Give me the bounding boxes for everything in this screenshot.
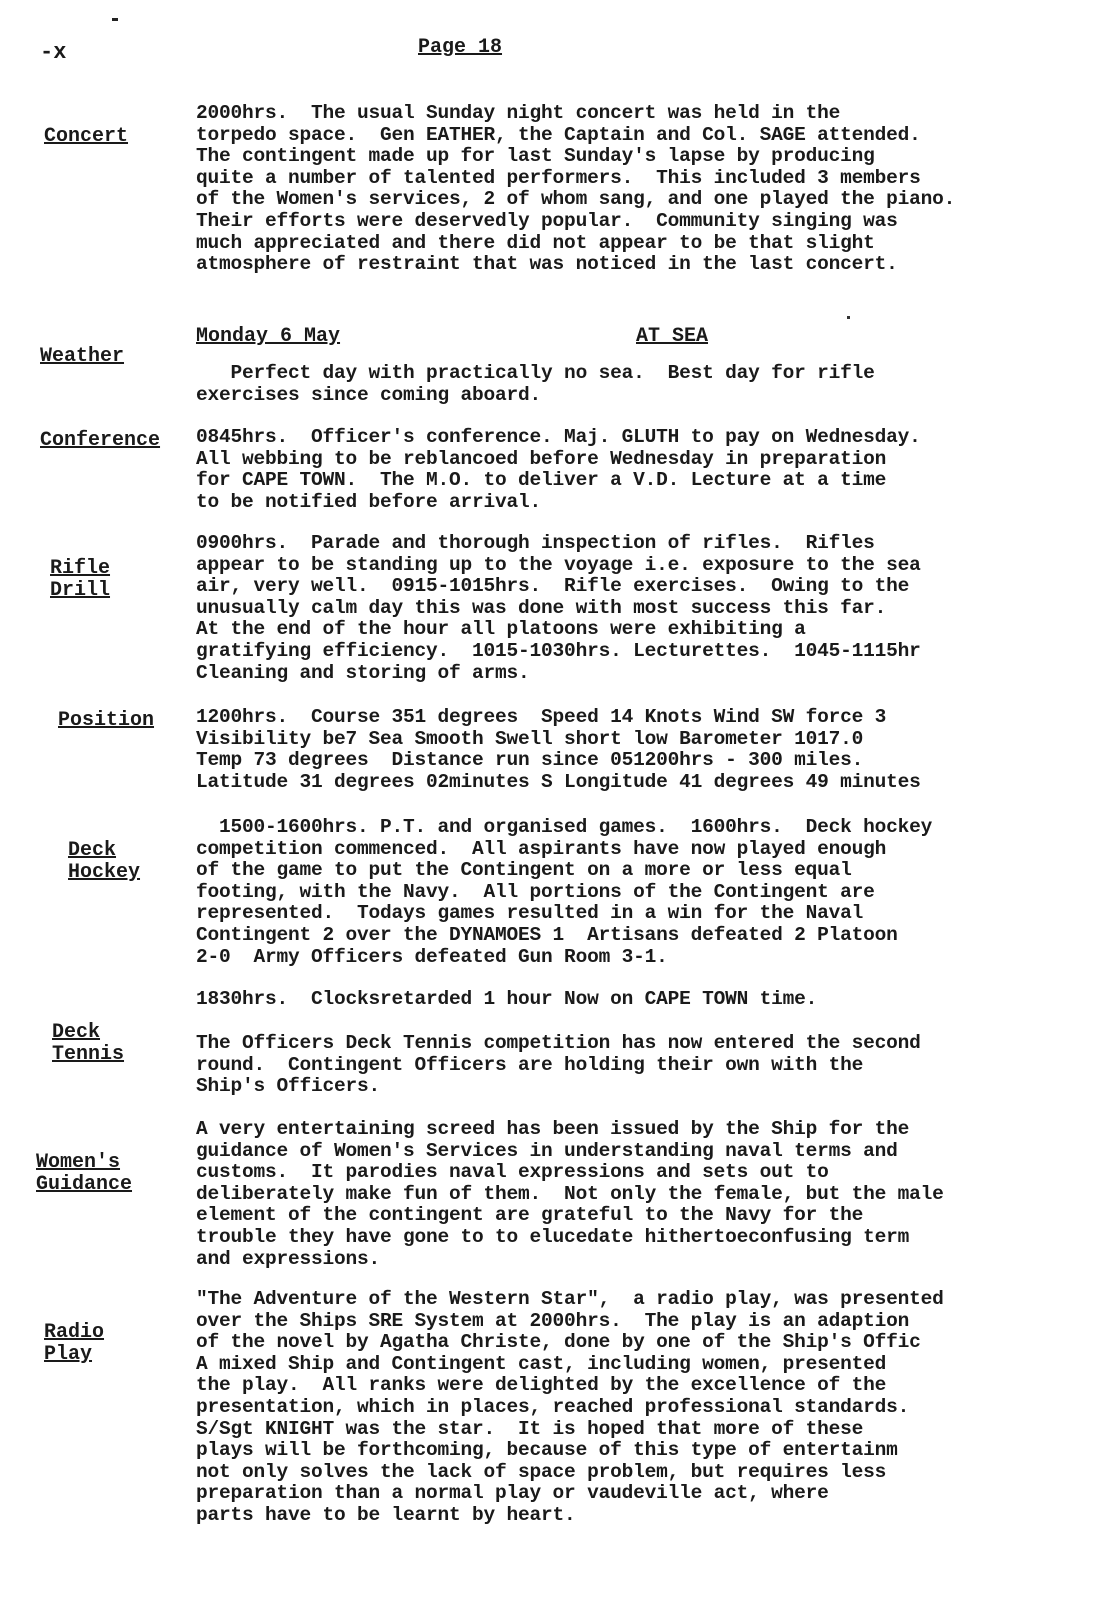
body-text-line: trouble they have gone to to elucedate hithertoeconfusing term — [196, 1226, 910, 1248]
margin-label-conference: Conference — [40, 429, 161, 452]
body-text-line: Temp 73 degrees Distance run since 051200hrs - 300 miles. — [196, 749, 864, 772]
body-text-line: competition commenced. All aspirants have now played enough — [196, 837, 887, 860]
body-text-line: S/Sgt KNIGHT was the star. It is hoped that more of these — [196, 1417, 864, 1440]
body-text-line: presentation, which in places, reached professional standards. — [196, 1396, 910, 1418]
body-text-line: The Officers Deck Tennis competition has now entered the second — [196, 1032, 921, 1054]
body-text-line: to be notified before arrival. — [196, 490, 542, 513]
body-text-line: Latitude 31 degrees 02minutes S Longitude 41 degrees 49 minutes — [196, 770, 921, 793]
body-text-line: A mixed Ship and Contingent cast, including women, presented — [196, 1352, 887, 1375]
body-text-line: At the end of the hour all platoons were exhibiting a — [196, 618, 806, 641]
body-text-line: Ship's Officers. — [196, 1075, 381, 1098]
body-text-line: torpedo space. Gen EATHER, the Captain and Col. SAGE attended. — [196, 123, 921, 146]
body-text-line: A very entertaining screed has been issued by the Ship for the — [196, 1118, 910, 1140]
body-text-line: gratifying efficiency. 1015-1030hrs. Lecturettes. 1045-1115hr — [196, 640, 921, 662]
body-text-line: Their efforts were deservedly popular. Community singing was — [196, 210, 898, 232]
body-text-line: much appreciated and there did not appear to be that slight — [196, 231, 875, 254]
body-text-line: 0900hrs. Parade and thorough inspection of rifles. Rifles — [196, 532, 875, 554]
margin-label-weather: Weather — [40, 345, 125, 368]
body-text-line: preparation than a normal play or vaudeville act, where — [196, 1482, 829, 1505]
body-text-line: "The Adventure of the Western Star", a radio play, was presented — [196, 1288, 944, 1310]
body-text-line: Contingent 2 over the DYNAMOES 1 Artisans defeated 2 Platoon — [196, 924, 898, 946]
date-heading: Monday 6 May — [196, 325, 341, 348]
body-text-line: 1500-1600hrs. P.T. and organised games. 1600hrs. Deck hockey — [196, 816, 933, 838]
body-text-line: unusually calm day this was done with most success this far. — [196, 596, 887, 619]
page-number: Page 18 — [418, 36, 503, 59]
margin-label-position: Position — [58, 709, 155, 732]
body-text-line: of the game to put the Contingent on a more or less equal — [196, 859, 852, 882]
body-text-line: footing, with the Navy. All portions of the Contingent are — [196, 880, 875, 903]
body-text-line: air, very well. 0915-1015hrs. Rifle exercises. Owing to the — [196, 575, 910, 598]
margin-label-concert: Concert — [44, 125, 129, 148]
ink-dot — [847, 316, 850, 319]
body-text-line: for CAPE TOWN. The M.O. to deliver a V.D. Lecture at a time — [196, 469, 887, 492]
body-text-line: guidance of Women's Services in understanding naval terms and — [196, 1139, 898, 1162]
body-text-line: element of the contingent are grateful to the Navy for the — [196, 1204, 864, 1227]
body-text-line: and expressions. — [196, 1247, 381, 1270]
body-text-line: atmosphere of restraint that was noticed in the last concert. — [196, 253, 898, 276]
body-text-line: The contingent made up for last Sunday's lapse by producing — [196, 145, 875, 168]
body-text-line: plays will be forthcoming, because of this type of entertainm — [196, 1439, 898, 1462]
body-text-line: exercises since coming aboard. — [196, 383, 542, 406]
body-text-line: customs. It parodies naval expressions and sets out to — [196, 1161, 829, 1184]
body-text-line: appear to be standing up to the voyage i.e. exposure to the sea — [196, 553, 921, 576]
margin-label-womens-guidance: Women's Guidance — [36, 1151, 133, 1196]
body-text-line: round. Contingent Officers are holding their own with the — [196, 1053, 864, 1076]
body-text-line: not only solves the lack of space problem, but requires less — [196, 1460, 887, 1483]
body-text-line: represented. Todays games resulted in a win for the Naval — [196, 902, 864, 925]
stray-mark: -x — [40, 40, 67, 65]
margin-label-deck-tennis: Deck Tennis — [52, 1021, 125, 1066]
body-text-line: deliberately make fun of them. Not only the female, but the male — [196, 1182, 944, 1205]
body-text-line: quite a number of talented performers. This included 3 members — [196, 166, 921, 189]
body-text-line: All webbing to be reblancoed before Wednesday in preparation — [196, 447, 887, 470]
body-text-line: 0845hrs. Officer's conference. Maj. GLUTH to pay on Wednesday. — [196, 426, 921, 448]
margin-label-radio-play: Radio Play — [44, 1321, 105, 1366]
body-text-line: of the Women's services, 2 of whom sang, and one played the piano. — [196, 188, 956, 211]
ink-mark — [112, 18, 118, 21]
body-text-line: parts have to be learnt by heart. — [196, 1504, 576, 1526]
body-text-line: Perfect day with practically no sea. Best day for rifle — [196, 362, 875, 384]
location-heading: AT SEA — [636, 325, 709, 348]
body-text-line: 2000hrs. The usual Sunday night concert was held in the — [196, 102, 841, 124]
body-text-line: Visibility be7 Sea Smooth Swell short low Barometer 1017.0 — [196, 727, 864, 750]
margin-label-deck-hockey: Deck Hockey — [68, 839, 141, 884]
body-text-line: Cleaning and storing of arms. — [196, 661, 530, 684]
body-text-line: 1830hrs. Clocksretarded 1 hour Now on CAPE TOWN time. — [196, 988, 818, 1010]
body-text-line: of the novel by Agatha Christe, done by one of the Ship's Offic — [196, 1331, 921, 1354]
body-text-line: 1200hrs. Course 351 degrees Speed 14 Knots Wind SW force 3 — [196, 706, 887, 728]
body-text-line: the play. All ranks were delighted by the excellence of the — [196, 1374, 887, 1397]
body-text-line: over the Ships SRE System at 2000hrs. The play is an adaption — [196, 1309, 910, 1332]
body-text-line: 2-0 Army Officers defeated Gun Room 3-1. — [196, 945, 668, 968]
margin-label-rifle-drill: Rifle Drill — [50, 557, 111, 602]
